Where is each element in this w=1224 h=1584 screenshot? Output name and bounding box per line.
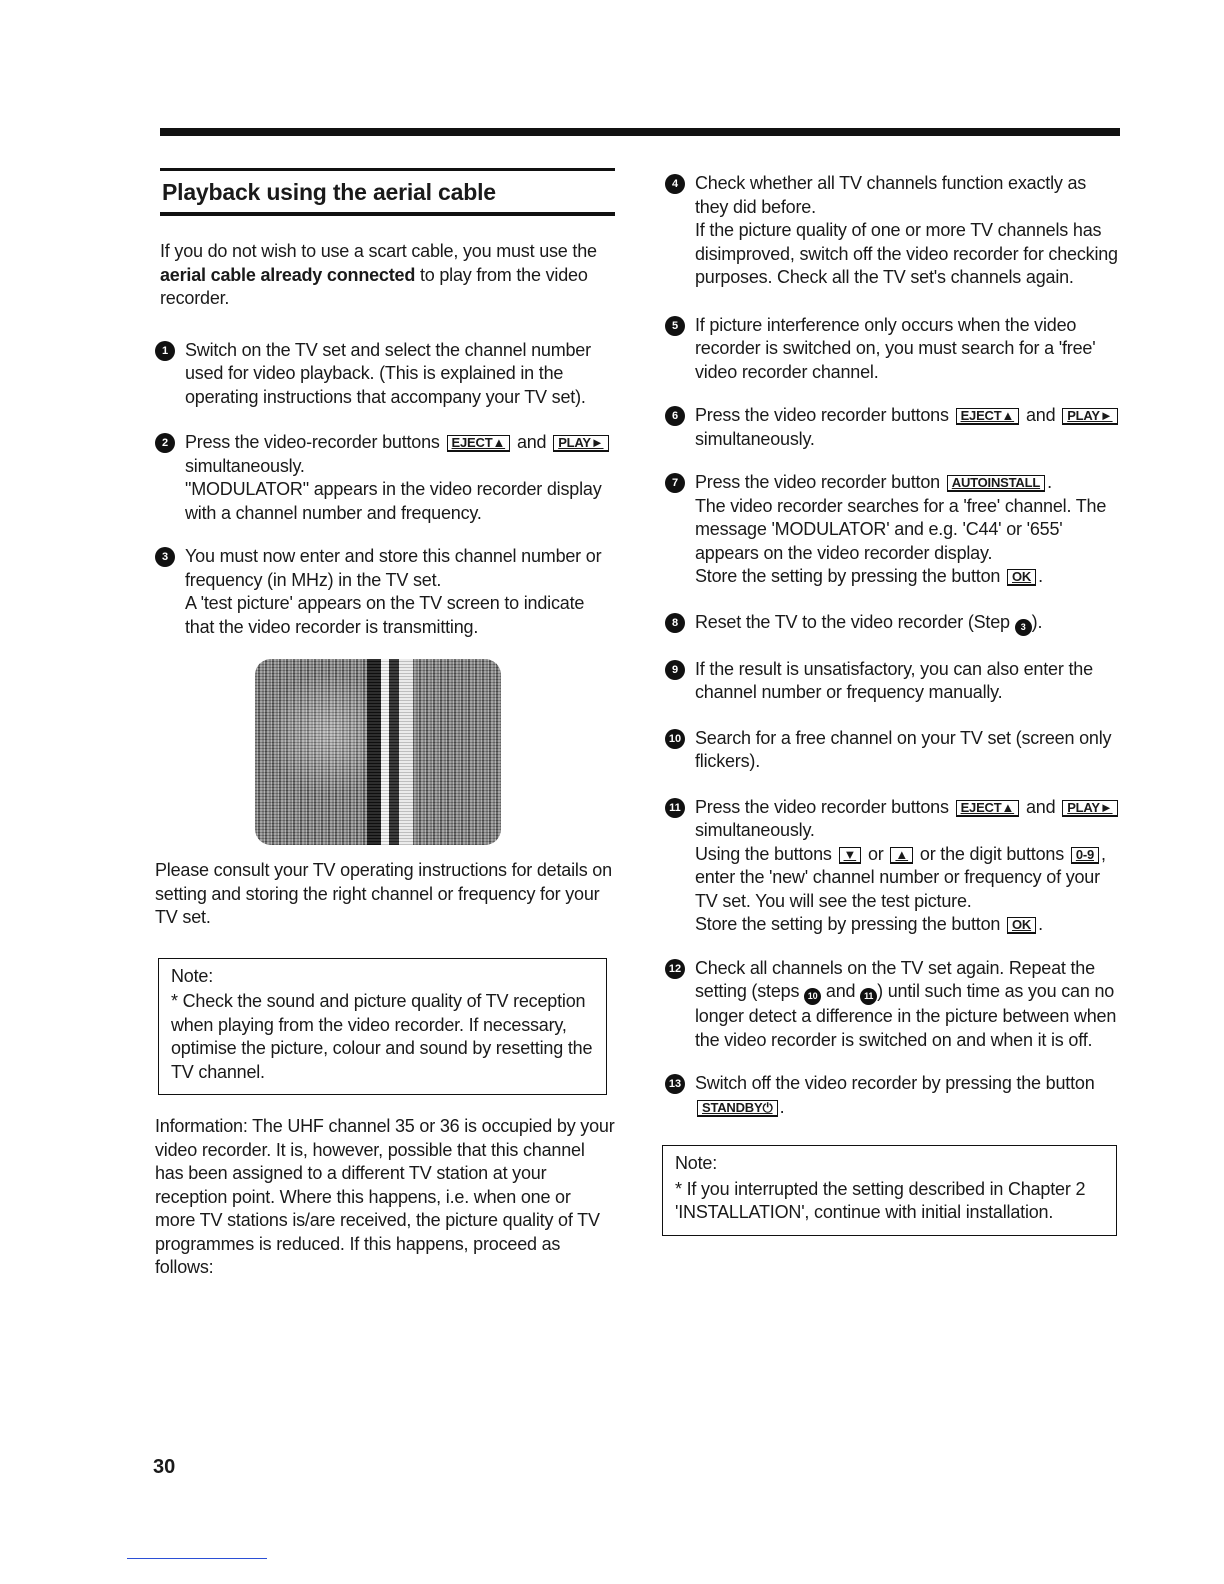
step-7 xyxy=(665,471,1120,589)
step-text: If the result is unsatisfactory, you can also enter the channel number or frequency manually. xyxy=(695,658,1093,702)
step-reference: 3 xyxy=(1015,619,1032,636)
step-text: Check all channels on the TV set again. Repeat the setting (steps 10 and 11 ) until such time as you can no longer detect a difference in the picture between when the video recorder is switched on and when it is off. xyxy=(695,957,1117,1050)
consult-paragraph: Please consult your TV operating instructions for details on setting and storing the right channel or frequency for your TV set. xyxy=(155,860,612,927)
step-number: 6 xyxy=(665,406,685,426)
step-text: Press the video recorder buttons EJECT▲ and PLAY► simultaneously. xyxy=(695,404,1120,451)
step-3 xyxy=(155,545,615,639)
note-text: * Check the sound and picture quality of TV reception when playing from the video recorder. If necessary, optimise the picture, colour and sound by resetting the TV channel. xyxy=(171,991,593,1082)
step-1 xyxy=(155,339,615,410)
step-4 xyxy=(665,172,1120,290)
step-8 xyxy=(665,611,1120,636)
step-number: 11 xyxy=(665,798,685,818)
standby-key: STANDBY⏻ xyxy=(697,1100,778,1117)
step-11 xyxy=(665,796,1120,937)
test-picture-image xyxy=(255,659,501,845)
top-rule xyxy=(160,128,1120,136)
autoinstall-key: AUTOINSTALL xyxy=(947,475,1045,492)
up-arrow-key: ▲ xyxy=(890,847,913,864)
heading-rule-top xyxy=(160,168,615,171)
digit-keys: 0-9 xyxy=(1071,847,1099,864)
step-number: 1 xyxy=(155,341,175,361)
step-2 xyxy=(155,431,615,525)
eject-key: EJECT▲ xyxy=(447,435,511,452)
step-number: 8 xyxy=(665,613,685,633)
step-number: 13 xyxy=(665,1074,685,1094)
step-13 xyxy=(665,1072,1120,1119)
step-5 xyxy=(665,314,1120,385)
step-number: 4 xyxy=(665,174,685,194)
note-label: Note: xyxy=(675,1153,718,1173)
step-reference: 11 xyxy=(860,988,877,1005)
down-arrow-key: ▼ xyxy=(839,847,862,864)
step-number: 12 xyxy=(665,959,685,979)
note-box-right xyxy=(662,1145,1117,1236)
eject-key: EJECT▲ xyxy=(956,408,1020,425)
step-text: Reset the TV to the video recorder (Step 3 ). xyxy=(695,611,1120,636)
play-key: PLAY► xyxy=(1062,408,1117,425)
step-text: Switch off the video recorder by pressing the button STANDBY⏻ . xyxy=(695,1073,1095,1117)
step-text: If picture interference only occurs when the video recorder is switched on, you must search for a 'free' video recorder channel. xyxy=(695,314,1096,382)
step-9 xyxy=(665,658,1120,705)
intro-paragraph: If you do not wish to use a scart cable, you must use the aerial cable already connected to play from the video recorder. xyxy=(160,241,597,308)
section-title: Playback using the aerial cable xyxy=(162,179,496,205)
step-number: 7 xyxy=(665,473,685,493)
step-text: Press the video-recorder buttons EJECT▲ and PLAY► simultaneously. "MODULATOR" appears in the video recorder display with a channel number and frequency. xyxy=(185,431,615,525)
right-column xyxy=(665,172,1120,1236)
step-reference: 10 xyxy=(804,988,821,1005)
heading-rule-bottom xyxy=(160,212,615,216)
step-12 xyxy=(665,957,1120,1053)
step-number: 2 xyxy=(155,433,175,453)
footer-rule xyxy=(127,1558,267,1559)
note-label: Note: xyxy=(171,965,214,986)
eject-key: EJECT▲ xyxy=(956,800,1020,817)
step-text: Check whether all TV channels function exactly as they did before. If the picture quality of one or more TV channels has disimproved, switch off the video recorder for checking purposes. Check all the TV set's channels again. xyxy=(695,173,1118,287)
step-text: You must now enter and store this channel number or frequency (in MHz) in the TV set. A 'test picture' appears on the TV screen to indicate that the video recorder is transmitting. xyxy=(185,546,602,637)
step-text: Press the video recorder button AUTOINSTALL . The video recorder searches for a 'free' channel. The message 'MODULATOR' and e.g. 'C44' or '655' appears on the video recorder display. Store the setting by pressing the button OK . xyxy=(695,472,1107,586)
step-text: Press the video recorder buttons EJECT▲ and PLAY► simultaneously. Using the buttons ▼ or ▲ or the digit buttons 0-9 , enter the 'new' channel number or frequency of your TV set. You will see the test picture. Store the setting by pressing the button OK . xyxy=(695,796,1120,937)
note-box-left xyxy=(158,958,607,1096)
step-text: Switch on the TV set and select the channel number used for video playback. (This is explained in the operating instructions that accompany your TV set). xyxy=(185,339,591,407)
ok-key: OK xyxy=(1007,569,1036,586)
play-key: PLAY► xyxy=(553,435,608,452)
step-number: 9 xyxy=(665,660,685,680)
step-6 xyxy=(665,404,1120,451)
step-10 xyxy=(665,727,1120,774)
ok-key: OK xyxy=(1007,917,1036,934)
information-paragraph: Information: The UHF channel 35 or 36 is occupied by your video recorder. It is, however, possible that this channel has been assigned to a different TV station at your reception point. Where this happens, i.e. when one or more TV stations is/are received, the picture quality of TV programmes is reduced. If this happens, proceed as follows: xyxy=(155,1116,615,1277)
page-number: 30 xyxy=(153,1456,176,1478)
play-key: PLAY► xyxy=(1062,800,1117,817)
note-text: * If you interrupted the setting described in Chapter 2 'INSTALLATION', continue with initial installation. xyxy=(675,1178,1086,1222)
step-number: 5 xyxy=(665,316,685,336)
step-number: 3 xyxy=(155,547,175,567)
step-text: Search for a free channel on your TV set (screen only flickers). xyxy=(695,727,1112,771)
step-number: 10 xyxy=(665,729,685,749)
left-column xyxy=(155,168,615,1280)
